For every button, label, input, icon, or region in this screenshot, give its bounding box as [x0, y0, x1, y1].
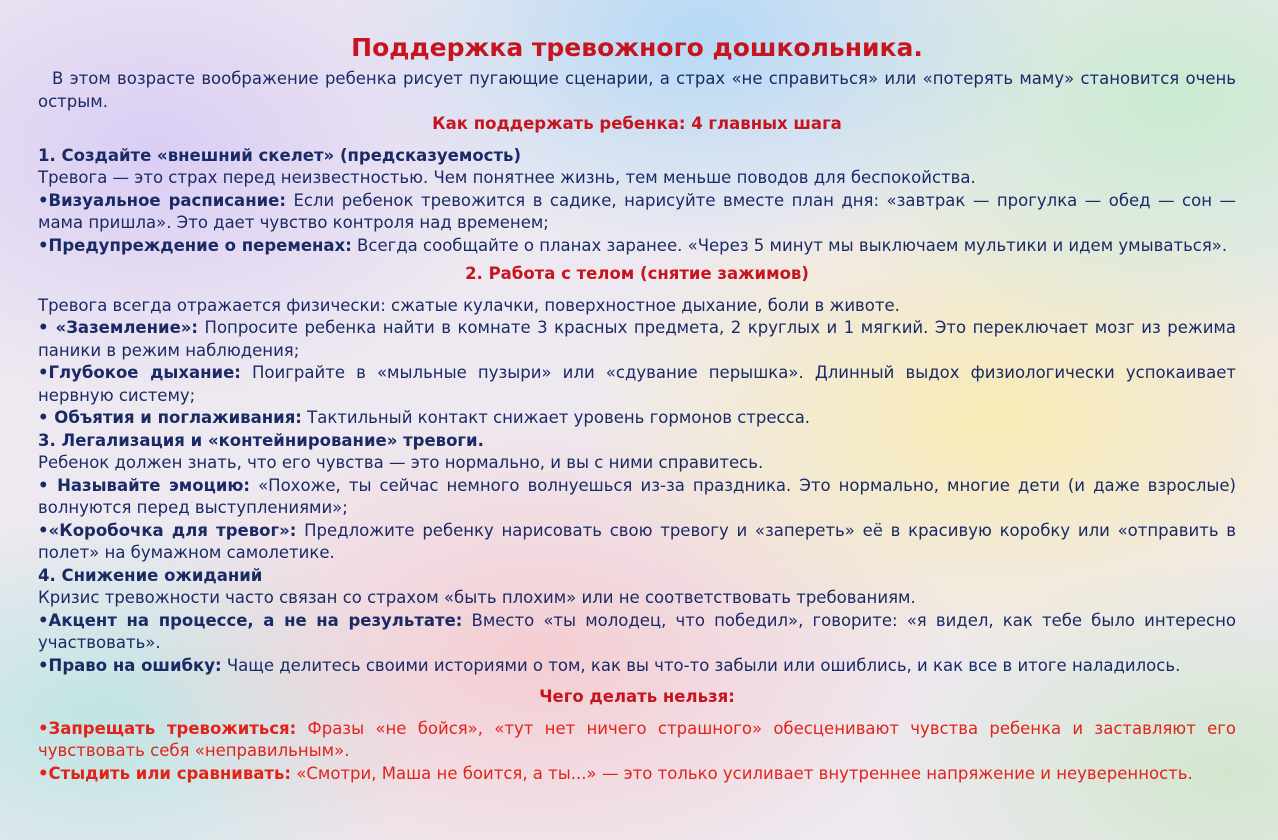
step2-item-label: • «Заземление»:: [38, 318, 199, 337]
step2-item-label: • Объятия и поглаживания:: [38, 408, 302, 427]
step1-item: [38, 235, 1236, 258]
dont-item-label: •Стыдить или сравнивать:: [38, 763, 292, 783]
step2-item: [38, 362, 1236, 407]
article: [38, 28, 1236, 785]
step1-item-label: •Визуальное расписание:: [38, 190, 286, 210]
step4-text: Кризис тревожности часто связан со страхом «быть плохим» или не соответствовать требованиям.: [38, 588, 916, 607]
step4-item: [38, 610, 1236, 655]
step2-item-label: •Глубокое дыхание:: [38, 363, 241, 382]
donts-heading: Чего делать нельзя:: [539, 687, 735, 706]
step4-item: [38, 655, 1236, 678]
step2-item: [38, 407, 1236, 430]
step2-item-text: Поиграйте в «мыльные пузыри» или «сдувание перышка». Длинный выдох физиологически успокаивает нервную систему;: [38, 363, 1236, 405]
dont-item-label: •Запрещать тревожиться:: [38, 718, 297, 738]
step3-heading: 3. Легализация и «контейнирование» тревоги.: [38, 430, 484, 450]
step2-item: [38, 317, 1236, 362]
step4-heading: 4. Снижение ожиданий: [38, 565, 263, 585]
step1-item-label: •Предупреждение о переменах:: [38, 235, 352, 255]
dont-item: [38, 718, 1236, 763]
step4-item-label: •Право на ошибку:: [38, 655, 222, 675]
dont-item-text: Фразы «не бойся», «тут нет ничего страшного» обесценивают чувства ребенка и заставляют его чувствовать себя «неправильным».: [38, 718, 1236, 760]
step3-item-label: • Называйте эмоцию:: [38, 475, 251, 495]
intro-paragraph: В этом возрасте воображение ребенка рисует пугающие сценарии, а страх «не справиться» или «потерять маму» становится очень острым.: [38, 69, 1236, 111]
step3-item-label: •«Коробочка для тревог»:: [38, 520, 297, 540]
page-title: Поддержка тревожного дошкольника.: [351, 33, 923, 62]
step3-item: [38, 520, 1236, 565]
dont-item: [38, 763, 1236, 786]
step1-item: [38, 190, 1236, 235]
step3-item: [38, 475, 1236, 520]
step3-item-text: «Похоже, ты сейчас немного волнуешься из-за праздника. Это нормально, многие дети (и даже взрослые) волнуются перед выступлениями»;: [38, 475, 1236, 517]
step3-item-text: Предложите ребенку нарисовать свою тревогу и «запереть» её в красивую коробку или «отправить в полет» на бумажном самолетике.: [38, 520, 1237, 562]
step2-heading: 2. Работа с телом (снятие зажимов): [465, 264, 809, 283]
step4-item-text: Вместо «ты молодец, что победил», говорите: «я видел, как тебе было интересно участвовать».: [38, 610, 1237, 652]
step1-item-text: Если ребенок тревожится в садике, нарисуйте вместе план дня: «завтрак — прогулка — обед — сон — мама пришла». Это дает чувство контроля над временем;: [38, 190, 1236, 232]
step1-item-text: Всегда сообщайте о планах заранее. «Через 5 минут мы выключаем мультики и идем умываться».: [351, 235, 1228, 255]
step2-item-text: Тактильный контакт снижает уровень гормонов стресса.: [301, 408, 811, 427]
step4-item-label: •Акцент на процессе, а не на результате:: [38, 610, 463, 630]
dont-item-text: «Смотри, Маша не боится, а ты...» — это только усиливает внутреннее напряжение и неуверенность.: [291, 763, 1193, 783]
step2-text: Тревога всегда отражается физически: сжатые кулачки, поверхностное дыхание, боли в животе.: [38, 295, 900, 315]
step2-item-text: Попросите ребенка найти в комнате 3 красных предмета, 2 круглых и 1 мягкий. Это переключает мозг из режима паники в режим наблюдения;: [38, 318, 1236, 360]
section-subtitle: Как поддержать ребенка: 4 главных шага: [432, 114, 842, 133]
step3-text: Ребенок должен знать, что его чувства — это нормально, и вы с ними справитесь.: [38, 453, 764, 472]
step1-heading: 1. Создайте «внешний скелет» (предсказуемость): [38, 145, 521, 165]
step4-item-text: Чаще делитесь своими историями о том, как вы что-то забыли или ошиблись, и как все в итоге наладилось.: [221, 655, 1181, 675]
step1-text: Тревога — это страх перед неизвестностью. Чем понятнее жизнь, тем меньше поводов для беспокойства.: [38, 168, 976, 187]
